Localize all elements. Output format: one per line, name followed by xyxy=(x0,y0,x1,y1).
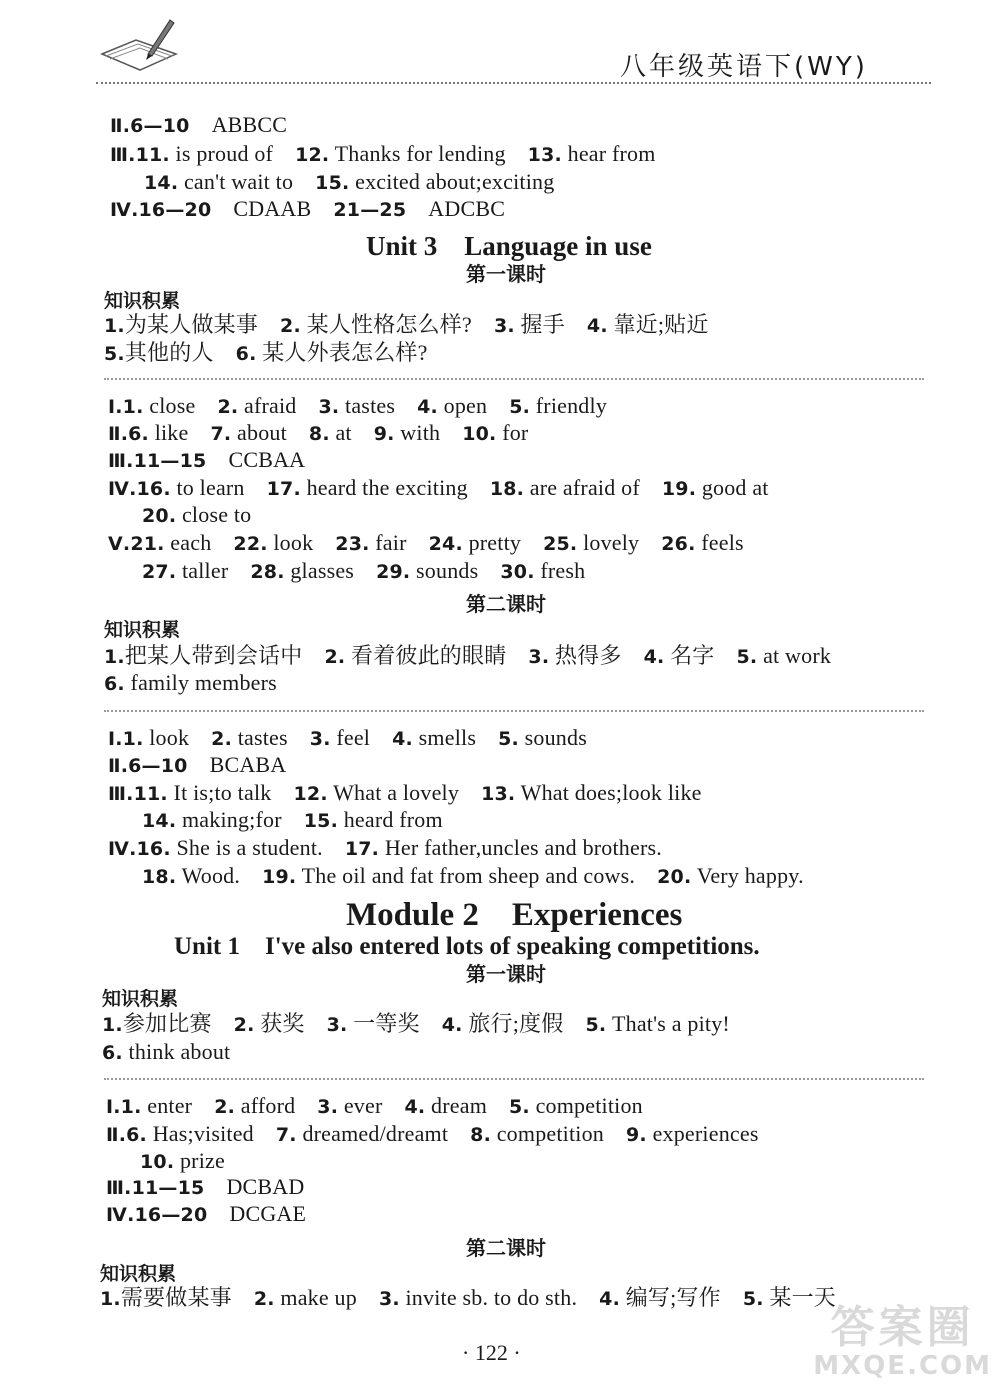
u3l1-exercise-3: Ⅲ.11—15 CCBAA xyxy=(108,447,306,472)
u3l2-exercise-5: Ⅳ.16. She is a student. 17. Her father,uncles and brothers. xyxy=(108,835,662,860)
page-number: · 122 · xyxy=(462,1340,521,1365)
top-line-3: 14. can't wait to 15. excited about;exciting xyxy=(144,169,555,194)
m2-lesson1-title: 第一课时 xyxy=(466,962,546,986)
u3l1-exercise-1: Ⅰ.1. close 2. afraid 3. tastes 4. open 5. friendly xyxy=(108,393,608,418)
u3l2-exercise-6: 18. Wood. 19. The oil and fat from sheep and cows. 20. Very happy. xyxy=(142,863,804,888)
section-divider xyxy=(104,1078,924,1080)
u3l1-exercise-7: 27. taller 28. glasses 29. sounds 30. fresh xyxy=(142,558,586,583)
u3l2-exercise-3: Ⅲ.11. It is;to talk 12. What a lovely 13. What does;look like xyxy=(108,780,702,805)
watermark xyxy=(813,1304,992,1380)
knowledge-label: 知识积累 xyxy=(104,290,181,312)
module2-unit1-title: Unit 1 I've also entered lots of speaking competitions. xyxy=(174,933,760,960)
u3l1-exercise-6: Ⅴ.21. each 22. look 23. fair 24. pretty 25. lovely 26. feels xyxy=(108,530,744,555)
section-divider xyxy=(104,710,924,712)
watermark-line-2: MXQE.COM xyxy=(813,1351,992,1381)
m2l2-knowledge-line-1: 1.需要做某事 2. make up 3. invite sb. to do sth. 4. 编写;写作 5. 某一天 xyxy=(100,1285,836,1310)
header-divider xyxy=(96,82,931,84)
pen-notebook-icon xyxy=(96,14,186,76)
unit3-lesson2-title: 第二课时 xyxy=(466,592,546,616)
u3l2-exercise-4: 14. making;for 15. heard from xyxy=(142,807,443,832)
u3l2-exercise-2: Ⅱ.6—10 BCABA xyxy=(108,752,287,777)
u3l2-knowledge-line-2: 6. family members xyxy=(104,670,277,695)
header-logo xyxy=(96,14,186,76)
top-line-4: Ⅳ.16—20 CDAAB 21—25 ADCBC xyxy=(110,196,506,221)
knowledge-label: 知识积累 xyxy=(100,1263,177,1285)
m2l1-knowledge-line-2: 6. think about xyxy=(102,1039,231,1064)
m2l1-exercise-5: Ⅳ.16—20 DCGAE xyxy=(106,1201,307,1226)
unit3-title: Unit 3 Language in use xyxy=(366,231,652,261)
m2l1-exercise-4: Ⅲ.11—15 DCBAD xyxy=(106,1174,305,1199)
knowledge-label: 知识积累 xyxy=(102,988,179,1010)
m2l1-knowledge-line-1: 1.参加比赛 2. 获奖 3. 一等奖 4. 旅行;度假 5. That's a pity! xyxy=(102,1011,730,1036)
u3l1-exercise-5: 20. close to xyxy=(142,502,252,527)
u3l1-exercise-2: Ⅱ.6. like 7. about 8. at 9. with 10. for xyxy=(108,420,529,445)
m2l1-exercise-3: 10. prize xyxy=(140,1148,225,1173)
m2-lesson2-title: 第二课时 xyxy=(466,1236,546,1260)
top-line-1: Ⅱ.6—10 ABBCC xyxy=(110,112,288,137)
u3l1-knowledge-line-1: 1.为某人做某事 2. 某人性格怎么样? 3. 握手 4. 靠近;贴近 xyxy=(104,312,709,337)
u3l1-knowledge-line-2: 5.其他的人 6. 某人外表怎么样? xyxy=(104,340,428,365)
top-line-2: Ⅲ.11. is proud of 12. Thanks for lending 13. hear from xyxy=(110,141,656,166)
u3l2-exercise-1: Ⅰ.1. look 2. tastes 3. feel 4. smells 5. sounds xyxy=(108,725,587,750)
u3l2-knowledge-line-1: 1.把某人带到会话中 2. 看着彼此的眼睛 3. 热得多 4. 名字 5. at work xyxy=(104,643,832,668)
m2l1-exercise-1: Ⅰ.1. enter 2. afford 3. ever 4. dream 5. competition xyxy=(106,1093,643,1118)
u3l1-exercise-4: Ⅳ.16. to learn 17. heard the exciting 18. are afraid of 19. good at xyxy=(108,475,769,500)
m2l1-exercise-2: Ⅱ.6. Has;visited 7. dreamed/dreamt 8. competition 9. experiences xyxy=(106,1121,759,1146)
watermark-line-1: 答案圈 xyxy=(830,1302,975,1353)
knowledge-label: 知识积累 xyxy=(104,619,181,641)
unit3-lesson1-title: 第一课时 xyxy=(466,262,546,286)
section-divider xyxy=(104,378,924,380)
module2-title: Module 2 Experiences xyxy=(346,897,683,933)
book-title: 八年级英语下(WY) xyxy=(620,52,868,82)
